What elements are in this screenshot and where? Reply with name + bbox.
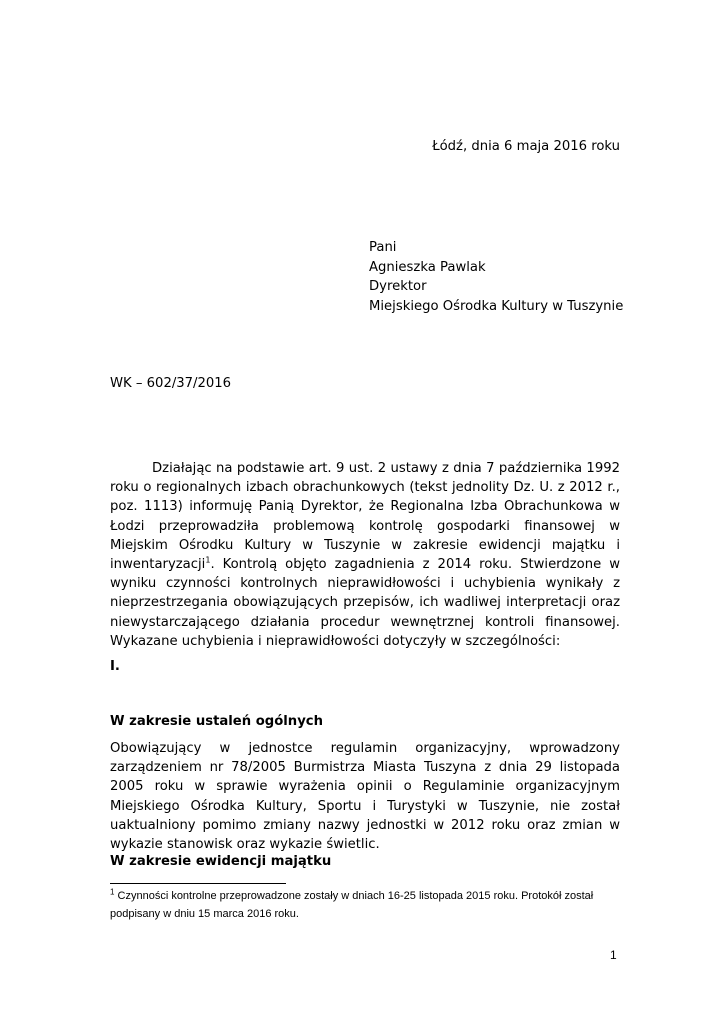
footnote-text: Czynności kontrolne przeprowadzone zostały w dniach 16-25 listopada 2015 roku. Protokół został podpisany w dniu 15 marca 2016 roku. (110, 890, 594, 920)
page-number: 1 (610, 948, 617, 962)
intro-text-part-2: . Kontrolą objęto zagadnienia z 2014 roku. Stwierdzone w wyniku czynności kontrolnych nieprawidłowości i uchybienia wynikały z nieprzestrzegania obowiązujących przepisów, ich wadliwej interpretacji oraz niewystarczającego działania procedur wewnętrznej kontroli finansowej. Wykazane uchybienia i nieprawidłowości dotyczyły w szczególności: (110, 557, 620, 649)
heading-asset-records: W zakresie ewidencji majątku (110, 854, 332, 869)
addressee-name: Agnieszka Pawlak (369, 259, 486, 275)
addressee-salutation: Pani (369, 240, 397, 255)
heading-general-findings: W zakresie ustaleń ogólnych (110, 714, 323, 729)
paragraph-general-findings: Obowiązujący w jednostce regulamin organizacyjny, wprowadzony zarządzeniem nr 78/2005 Burmistrza Miasta Tuszyna z dnia 29 listopada 2005 roku w sprawie wyrażenia opinii o Regulaminie organizacyjnym Miejskiego Ośrodka Kultury, Sportu i Turystyki w Tuszynie, nie został uaktualniony pomimo zmiany nazwy jednostki w 2012 roku oraz zmian w wykazie stanowisk oraz wykazie świetlic. (110, 741, 620, 853)
intro-paragraph (110, 459, 620, 651)
footnote-reference: 1 (205, 555, 211, 565)
addressee-institution: Miejskiego Ośrodka Kultury w Tuszynie (369, 298, 624, 314)
case-reference: WK – 602/37/2016 (110, 376, 232, 391)
footnote (110, 888, 620, 923)
date-line: Łódź, dnia 6 maja 2016 roku (432, 139, 620, 154)
footnote-divider (110, 883, 286, 884)
section-number: I. (110, 659, 120, 674)
addressee-block (369, 238, 623, 316)
intro-text-part-1: Działając na podstawie art. 9 ust. 2 ustawy z dnia 7 października 1992 roku o regionalnych izbach obrachunkowych (tekst jednolity Dz. U. z 2012 r., poz. 1113) informuję Panią Dyrektor, że Regionalna Izba Obrachunkowa w Łodzi przeprowadziła problemową kontrolę gospodarki finansowej w Miejskim Ośrodku Kultury w Tuszynie w zakresie ewidencji majątku i inwentaryzacji (110, 461, 620, 573)
footnote-marker: 1 (110, 887, 115, 897)
addressee-position: Dyrektor (369, 279, 427, 294)
